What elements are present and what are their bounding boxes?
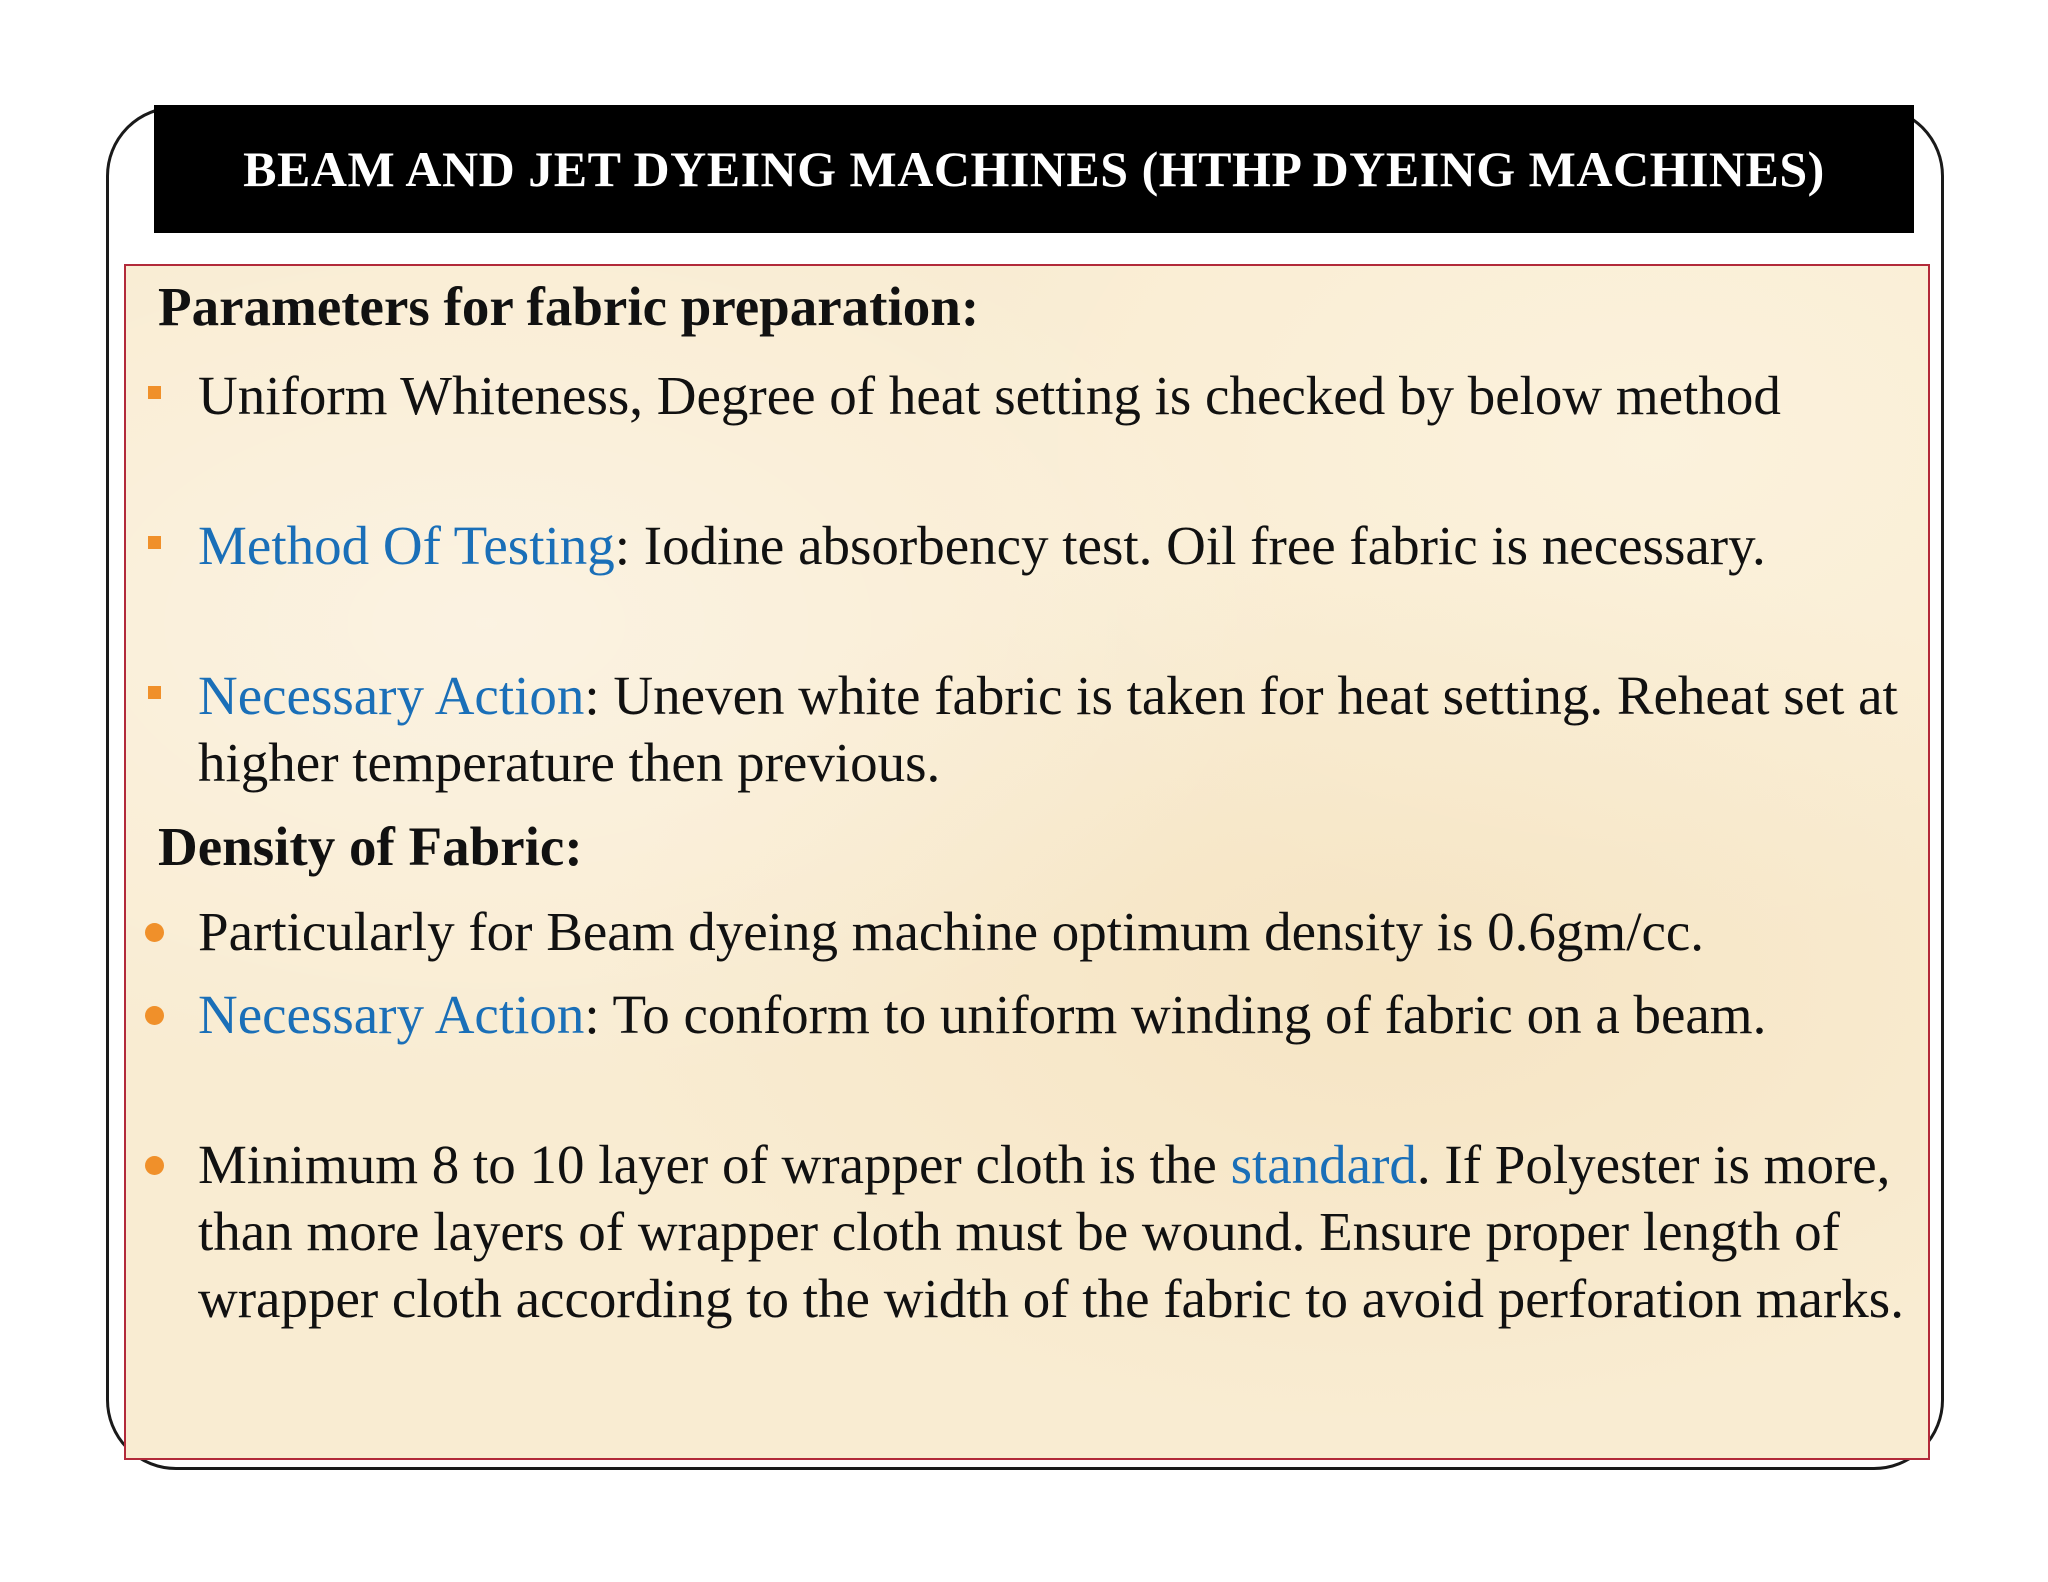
item-text: Particularly for Beam dyeing machine optimum density is 0.6gm/cc. xyxy=(198,901,1705,962)
item-text: : Iodine absorbency test. Oil free fabric is necessary. xyxy=(614,515,1766,576)
item-text: . If Polyester is more, than more layers of wrapper cloth must be wound. Ensure proper length of wrapper cloth according to the width of the fabric to avoid perforation marks. xyxy=(198,1134,1904,1329)
round-bullet-icon xyxy=(145,1156,164,1175)
list-item xyxy=(198,512,1918,579)
round-bullet-icon xyxy=(145,1006,164,1025)
highlight-term: Necessary Action xyxy=(198,984,585,1045)
round-bullet-icon xyxy=(145,923,164,942)
section-heading-fabric-preparation: Parameters for fabric preparation: xyxy=(158,276,980,337)
slide-title: BEAM AND JET DYEING MACHINES (HTHP DYEING MACHINES) xyxy=(243,141,1825,197)
highlight-term: Method Of Testing xyxy=(198,515,615,576)
item-text: : Uneven white fabric is taken for heat setting. Reheat set at higher temperature then previous. xyxy=(198,665,1898,793)
square-bullet-icon xyxy=(148,386,161,399)
list-item xyxy=(198,1131,1918,1332)
item-text: Minimum 8 to 10 layer of wrapper cloth is the xyxy=(198,1134,1231,1195)
list-item xyxy=(198,898,1918,965)
section-heading-density: Density of Fabric: xyxy=(158,816,583,877)
list-item xyxy=(198,981,1918,1048)
square-bullet-icon xyxy=(148,686,161,699)
list-item xyxy=(198,362,1918,429)
item-text: : To conform to uniform winding of fabric on a beam. xyxy=(584,984,1767,1045)
highlight-term: standard xyxy=(1230,1134,1417,1195)
list-item xyxy=(198,662,1918,796)
title-bar xyxy=(154,105,1914,233)
highlight-term: Necessary Action xyxy=(198,665,585,726)
square-bullet-icon xyxy=(148,536,161,549)
item-text: Uniform Whiteness, Degree of heat setting is checked by below method xyxy=(198,365,1781,426)
